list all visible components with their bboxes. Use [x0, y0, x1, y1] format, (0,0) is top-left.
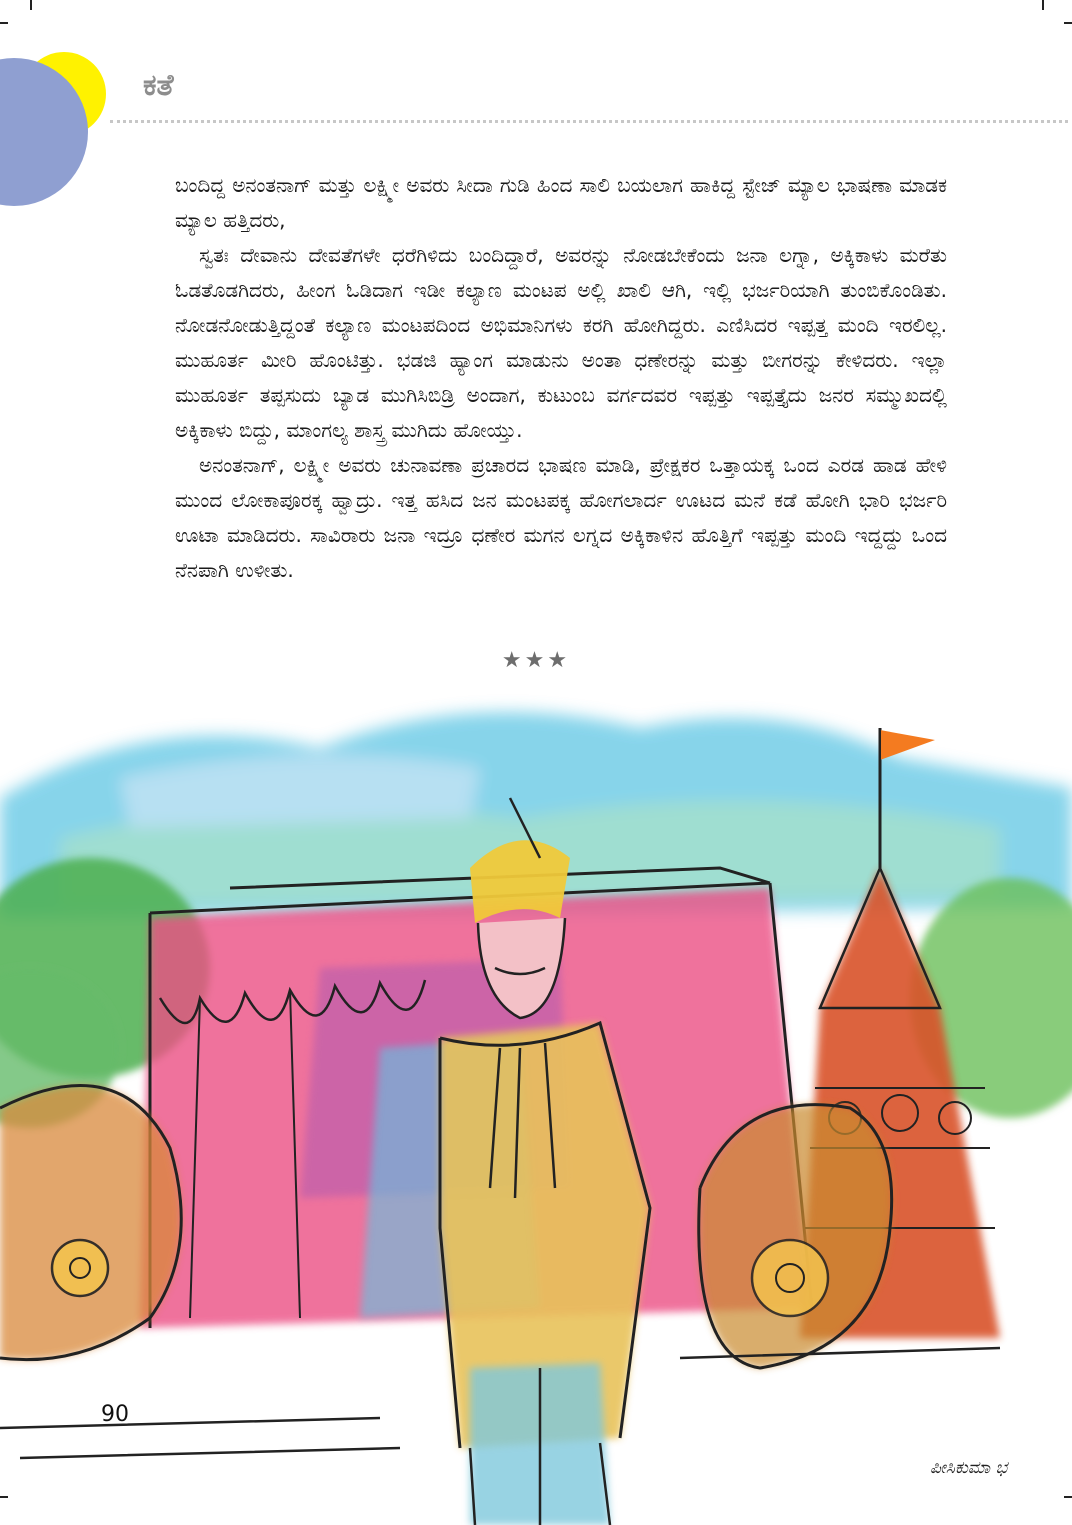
paragraph-1: ಬಂದಿದ್ದ ಅನಂತನಾಗ್ ಮತ್ತು ಲಕ್ಷ್ಮೀ ಅವರು ಸೀದಾ ಗುಡಿ ಹಿಂದ ಸಾಲಿ ಬಯಲಾಗ ಹಾಕಿದ್ದ ಸ್ಟೇಜ್ ಮ್ಯಾಲ ಭಾಷಣಾ ಮಾಡಕ ಮ್ಯಾಲ ಹತ್ತಿದರು, — [175, 173, 947, 232]
header-divider — [110, 120, 1068, 123]
crop-mark — [30, 0, 32, 10]
crop-mark — [1064, 22, 1072, 24]
page-number: 90 — [101, 1402, 129, 1427]
illustrator-signature: ಪೀಸಿಕುಮಾ ಭ — [930, 1458, 1008, 1478]
story-text — [175, 168, 947, 588]
crop-mark — [0, 22, 8, 24]
story-illustration — [0, 668, 1072, 1525]
paragraph-2: ಸ್ವತಃ ದೇವಾನು ದೇವತೆಗಳೇ ಧರೆಗಿಳಿದು ಬಂದಿದ್ದಾರೆ, ಅವರನ್ನು ನೋಡಬೇಕೆಂದು ಜನಾ ಲಗ್ನಾ, ಅಕ್ಕಿಕಾಳು ಮರೆತು ಓಡತೊಡಗಿದರು, ಹೀಂಗ ಓಡಿದಾಗ ಇಡೀ ಕಲ್ಯಾಣ ಮಂಟಪ ಅಲ್ಲಿ ಖಾಲಿ ಆಗಿ, ಇಲ್ಲಿ ಭರ್ಜರಿಯಾಗಿ ತುಂಬಿಕೊಂಡಿತು. ನೋಡನೋಡುತ್ತಿದ್ದಂತೆ ಕಲ್ಯಾಣ ಮಂಟಪದಿಂದ ಅಭಿಮಾನಿಗಳು ಕರಗಿ ಹೋಗಿದ್ದರು. ಎಣಿಸಿದರ ಇಪ್ಪತ್ತ ಮಂದಿ ಇರಲಿಲ್ಲ. ಮುಹೂರ್ತ ಮೀರಿ ಹೊಂಟಿತ್ತು. ಭಡಜಿ ಹ್ಯಾಂಗ ಮಾಡುನು ಅಂತಾ ಧಣೇರನ್ನು ಮತ್ತು ಬೀಗರನ್ನು ಕೇಳಿದರು. ಇಲ್ಲಾ ಮುಹೂರ್ತ ತಪ್ಪಸುದು ಬ್ಯಾಡ ಮುಗಿಸಿಬಿಡ್ರಿ ಅಂದಾಗ, ಕುಟುಂಬ ವರ್ಗದವರ ಇಪ್ಪತ್ತು ಇಪ್ಪತ್ತೈದು ಜನರ ಸಮ್ಮುಖದಲ್ಲಿ ಅಕ್ಕಿಕಾಳು ಬಿದ್ದು, ಮಾಂಗಲ್ಯ ಶಾಸ್ತ್ರ ಮುಗಿದು ಹೋಯ್ತು. — [175, 243, 947, 442]
crop-mark — [1042, 0, 1044, 10]
paragraph-3: ಅನಂತನಾಗ್, ಲಕ್ಷ್ಮೀ ಅವರು ಚುನಾವಣಾ ಪ್ರಚಾರದ ಭಾಷಣ ಮಾಡಿ, ಪ್ರೇಕ್ಷಕರ ಒತ್ತಾಯಕ್ಕ ಒಂದ ಎರಡ ಹಾಡ ಹೇಳಿ ಮುಂದ ಲೋಕಾಪೂರಕ್ಕ ಹ್ವಾದ್ರು. ಇತ್ತ ಹಸಿದ ಜನ ಮಂಟಪಕ್ಕ ಹೋಗಲಾರ್ದ ಊಟದ ಮನೆ ಕಡೆ ಹೋಗಿ ಭಾರಿ ಭರ್ಜರಿ ಊಟಾ ಮಾಡಿದರು. ಸಾವಿರಾರು ಜನಾ ಇದ್ರೂ ಧಣೇರ ಮಗನ ಲಗ್ನದ ಅಕ್ಕಿಕಾಳಿನ ಹೊತ್ತಿಗೆ ಇಪ್ಪತ್ತು ಮಂದಿ ಇದ್ದದ್ದು ಒಂದ ನೆನಪಾಗಿ ಉಳೀತು. — [175, 453, 947, 582]
section-separator: ★★★ — [501, 648, 571, 673]
section-title: ಕತೆ — [143, 68, 174, 103]
